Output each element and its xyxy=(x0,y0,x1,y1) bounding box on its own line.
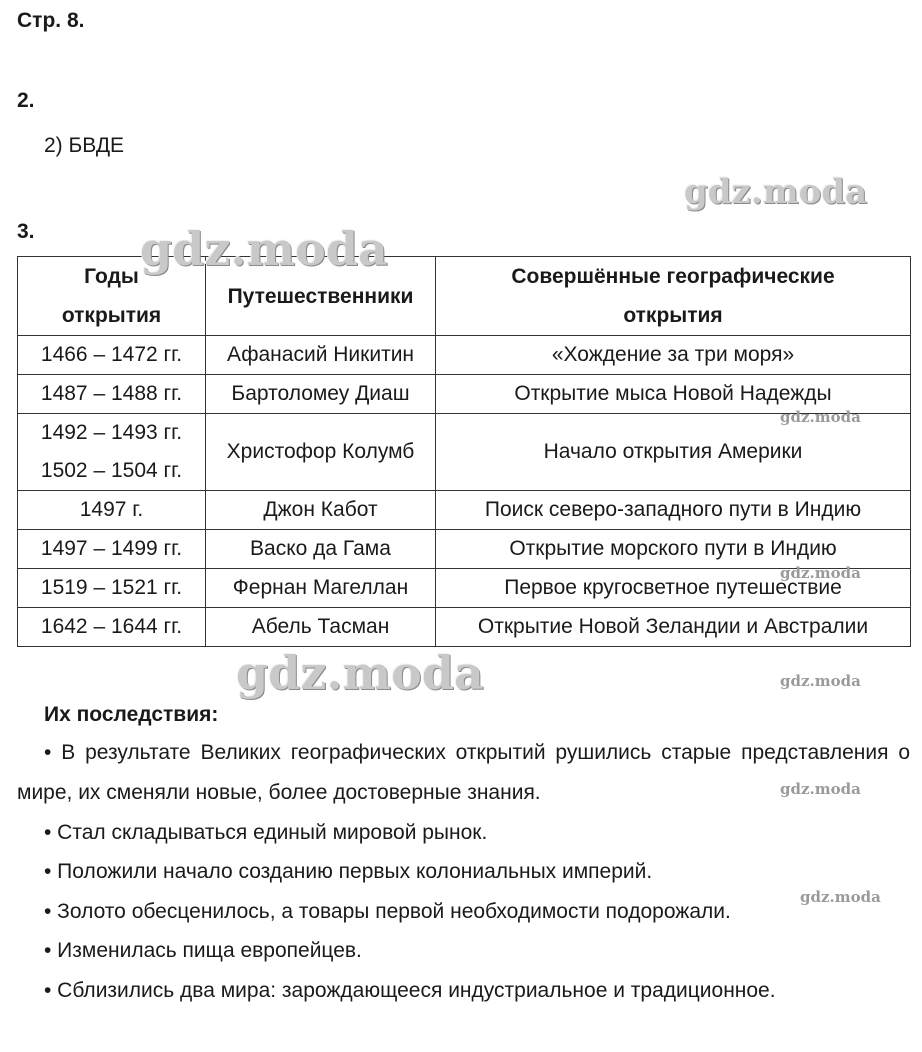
cell-years: 1492 – 1493 гг. 1502 – 1504 гг. xyxy=(18,414,206,491)
cell-years: 1497 г. xyxy=(18,491,206,530)
cell-years: 1497 – 1499 гг. xyxy=(18,530,206,569)
cell-traveler: Васко да Гама xyxy=(206,530,436,569)
watermark-logo: gdz.moda xyxy=(780,564,861,582)
cell-years: 1519 – 1521 гг. xyxy=(18,569,206,608)
cell-traveler: Бартоломеу Диаш xyxy=(206,375,436,414)
cell-discovery: «Хождение за три моря» xyxy=(436,336,911,375)
cell-traveler: Джон Кабот xyxy=(206,491,436,530)
cell-discovery: Открытие Новой Зеландии и Австралии xyxy=(436,608,911,647)
table-row xyxy=(18,336,911,375)
consequence-item: • Стал складываться единый мировой рынок. xyxy=(44,821,488,844)
table-row xyxy=(18,530,911,569)
task-3-number: 3. xyxy=(17,220,35,243)
task-2-answer: 2) БВДЕ xyxy=(44,134,125,157)
table-row xyxy=(18,375,911,414)
cell-discovery: Открытие мыса Новой Надежды xyxy=(436,375,911,414)
watermark-logo: gdz.moda xyxy=(780,780,861,798)
cell-years: 1642 – 1644 гг. xyxy=(18,608,206,647)
header-years: Годы открытия xyxy=(18,257,206,336)
watermark-logo: gdz.moda xyxy=(800,888,881,906)
header-discoveries: Совершённые географические открытия xyxy=(436,257,911,336)
discoveries-table xyxy=(17,256,911,647)
table-row xyxy=(18,569,911,608)
table-row xyxy=(18,608,911,647)
cell-traveler: Афанасий Никитин xyxy=(206,336,436,375)
watermark-logo: gdz.moda xyxy=(780,408,861,426)
watermark-logo: gdz.moda xyxy=(140,222,388,276)
task-2-number: 2. xyxy=(17,89,35,112)
cell-discovery: Поиск северо-западного пути в Индию xyxy=(436,491,911,530)
cell-discovery: Открытие морского пути в Индию xyxy=(436,530,911,569)
consequence-item: • В результате Великих географических открытий рушились старые представления о мире, их сменяли новые, более достоверные знания. xyxy=(17,741,910,804)
cell-discovery: Начало открытия Америки xyxy=(436,414,911,491)
cell-discovery: Первое кругосветное путешествие xyxy=(436,569,911,608)
table-row xyxy=(18,491,911,530)
cell-years: 1466 – 1472 гг. xyxy=(18,336,206,375)
consequences-title: Их последствия: xyxy=(44,703,219,726)
watermark-logo: gdz.moda xyxy=(684,172,868,212)
watermark-logo: gdz.moda xyxy=(780,672,861,690)
cell-years: 1487 – 1488 гг. xyxy=(18,375,206,414)
table-header-row xyxy=(18,257,911,336)
cell-traveler: Фернан Магеллан xyxy=(206,569,436,608)
consequence-item: • Золото обесценилось, а товары первой необходимости подорожали. xyxy=(44,900,731,923)
consequence-item: • Изменилась пища европейцев. xyxy=(44,939,362,962)
cell-traveler: Христофор Колумб xyxy=(206,414,436,491)
consequence-item: • Сблизились два мира: зарождающееся индустриальное и традиционное. xyxy=(44,979,776,1002)
table-row xyxy=(18,414,911,491)
consequence-item: • Положили начало созданию первых колониальных империй. xyxy=(44,860,653,883)
header-travelers: Путешественники xyxy=(206,257,436,336)
cell-traveler: Абель Тасман xyxy=(206,608,436,647)
watermark-logo: gdz.moda xyxy=(236,646,484,700)
page-label: Стр. 8. xyxy=(17,9,85,32)
